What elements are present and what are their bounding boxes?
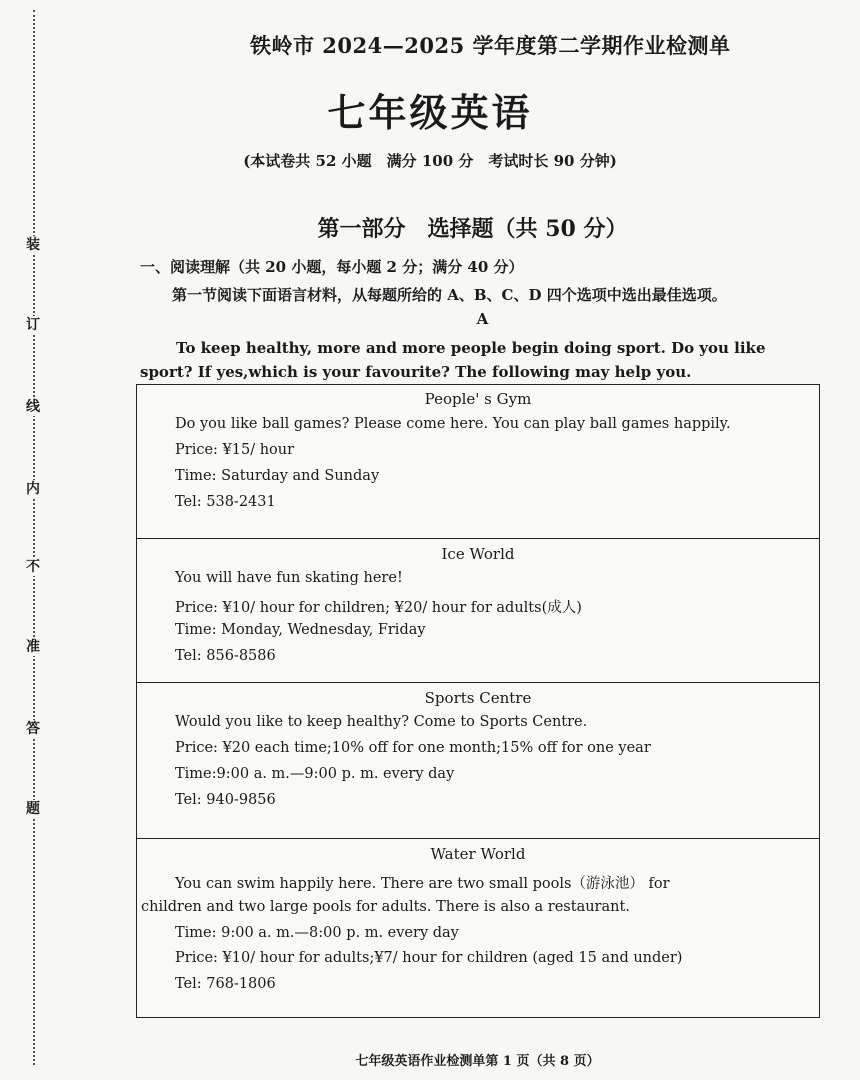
ad-tel: Tel: 856-8586 bbox=[175, 648, 276, 664]
passage-label: A bbox=[476, 310, 489, 328]
section-title: 一、阅读理解（共 20 小题，每小题 2 分；满分 40 分） bbox=[140, 258, 524, 276]
ad-price: Price: ¥10/ hour for adults;¥7/ hour for children (aged 15 and under) bbox=[175, 950, 683, 966]
binding-char: 线 bbox=[26, 399, 40, 415]
binding-char: 题 bbox=[26, 801, 40, 817]
part-title: 第一部分 选择题（共 50 分） bbox=[317, 216, 628, 242]
ad-box-peoples-gym bbox=[136, 384, 820, 540]
binding-char: 装 bbox=[26, 237, 40, 253]
ad-tel: Tel: 768-1806 bbox=[175, 976, 276, 992]
ad-description: You can swim happily here. There are two small pools（游泳池） for bbox=[175, 876, 670, 892]
ad-price: Price: ¥20 each time;10% off for one month;15% off for one year bbox=[175, 740, 651, 756]
ad-time: Time: Monday, Wednesday, Friday bbox=[175, 622, 426, 638]
ad-box-water-world bbox=[136, 838, 820, 1018]
binding-char: 不 bbox=[26, 559, 40, 575]
binding-char: 准 bbox=[26, 639, 40, 655]
ad-title: Ice World bbox=[441, 545, 515, 563]
ad-title: Water World bbox=[430, 845, 526, 863]
binding-char: 内 bbox=[26, 481, 40, 497]
page-footer: 七年级英语作业检测单第 1 页（共 8 页） bbox=[355, 1054, 600, 1069]
ad-time: Time:9:00 a. m.—9:00 p. m. every day bbox=[175, 766, 455, 782]
ad-title: Sports Centre bbox=[424, 689, 532, 707]
ad-description: Do you like ball games? Please come here. You can play ball games happily. bbox=[175, 416, 731, 432]
ad-description-cont: children and two large pools for adults. There is also a restaurant. bbox=[141, 899, 630, 915]
ad-box-ice-world bbox=[136, 538, 820, 684]
subject-title: 七年级英语 bbox=[327, 90, 533, 135]
ad-tel: Tel: 538-2431 bbox=[175, 494, 276, 510]
ad-price: Price: ¥15/ hour bbox=[175, 442, 295, 458]
ad-title: People' s Gym bbox=[424, 390, 532, 408]
ad-time: Time: 9:00 a. m.—8:00 p. m. every day bbox=[175, 925, 459, 941]
binding-char: 订 bbox=[26, 317, 40, 333]
ad-time: Time: Saturday and Sunday bbox=[175, 468, 380, 484]
ad-description: Would you like to keep healthy? Come to Sports Centre. bbox=[175, 714, 588, 730]
passage-intro: To keep healthy, more and more people begin doing sport. Do you like sport? If yes,which is your favourite? The following may help you. bbox=[140, 339, 766, 381]
ad-description: You will have fun skating here! bbox=[175, 570, 403, 586]
binding-char: 答 bbox=[26, 721, 40, 737]
exam-header-title: 铁岭市 2024—2025 学年度第二学期作业检测单 bbox=[250, 33, 731, 58]
ad-tel: Tel: 940-9856 bbox=[175, 792, 276, 808]
ad-box-sports-centre bbox=[136, 682, 820, 840]
ad-price: Price: ¥10/ hour for children; ¥20/ hour for adults(成人) bbox=[175, 600, 582, 616]
exam-info: (本试卷共 52 小题 满分 100 分 考试时长 90 分钟) bbox=[243, 152, 617, 170]
section-instruction: 第一节阅读下面语言材料，从每题所给的 A、B、C、D 四个选项中选出最佳选项。 bbox=[172, 286, 727, 304]
